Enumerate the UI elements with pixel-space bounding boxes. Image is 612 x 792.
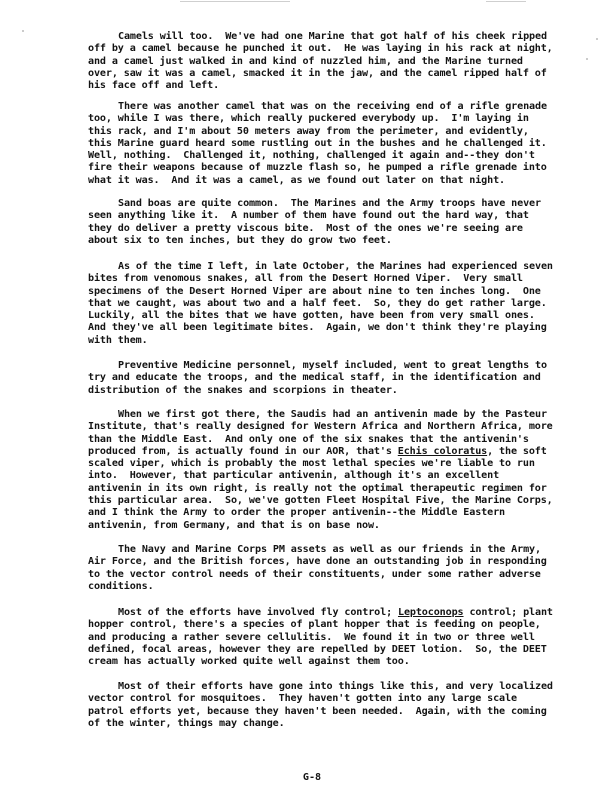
text-line: Institute, that's really designed for Western Africa and Northern Africa, more <box>88 421 553 433</box>
text-line: they do deliver a pretty viscous bite. Most of the ones we're seeing are <box>88 222 523 234</box>
text-line: and I think the Army to order the proper antivenin--the Middle Eastern <box>88 507 505 519</box>
paragraph-sand-boas <box>88 198 588 247</box>
text-line: Preventive Medicine personnel, myself included, went to great lengths to <box>118 360 547 371</box>
text-line: to the vector control needs of their constituents, under some rather adverse <box>88 568 541 580</box>
text-line: When we first got there, the Saudis had an antivenin made by the Pasteur <box>118 409 547 420</box>
text-line: vector control for mosquitoes. They haven't gotten into any large scale <box>88 693 517 705</box>
text-line: bites from venomous snakes, all from the Desert Horned Viper. Very small <box>88 273 523 285</box>
text-line <box>88 607 588 619</box>
scan-artifact <box>486 1 526 2</box>
text-line <box>88 446 588 458</box>
text-line: try and educate the troops, and the medical staff, in the identification and <box>88 372 541 384</box>
text-line: Luckily, all the bites that we have gotten, have been from very small ones. <box>88 310 535 322</box>
text-line: As of the time I left, in late October, the Marines had experienced seven <box>118 261 553 272</box>
paragraph-fly-control <box>88 607 588 668</box>
text-line: conditions. <box>88 580 154 592</box>
scan-speck <box>596 38 598 40</box>
text-line: off by a camel because he punched it out. He was laying in his rack at night, <box>88 43 553 55</box>
text-line: this rack, and I'm about 50 meters away from the perimeter, and evidently, <box>88 125 529 137</box>
scan-artifact <box>180 1 290 2</box>
text-line: fire their weapons because of muzzle flash so, he pumped a rifle grenade into <box>88 162 547 174</box>
text-line: what it was. And it was a camel, as we found out later on that night. <box>88 174 505 186</box>
text-segment: , the soft <box>487 445 547 457</box>
text-segment: produced from, is actually found in our AOR, that's <box>88 445 398 457</box>
text-line: about six to ten inches, but they do grow two feet. <box>88 234 392 246</box>
paragraph-camel-cheek <box>88 31 588 92</box>
scan-speck <box>22 30 24 32</box>
text-line: Air Force, and the British forces, have done an outstanding job in responding <box>88 556 547 568</box>
text-line: patrol efforts yet, because they haven't been needed. Again, with the coming <box>88 705 547 717</box>
paragraph-pm-assets <box>88 544 588 593</box>
text-line: antivenin, from Germany, and that is on base now. <box>88 519 380 531</box>
text-line: hopper control, there's a species of plant hopper that is feeding on people, <box>88 619 541 631</box>
text-line: Most of their efforts have gone into things like this, and very localized <box>118 681 553 692</box>
paragraph-antivenin <box>88 409 588 532</box>
text-line: into. However, that particular antivenin, although it's an excellent <box>88 470 500 482</box>
text-line: cream has actually worked quite well against them too. <box>88 656 410 668</box>
page-number: G-8 <box>302 772 322 783</box>
text-line: of the winter, things may change. <box>88 717 285 729</box>
text-line: with them. <box>88 334 148 346</box>
text-line: antivenin in its own right, is really not the optimal therapeutic regimen for <box>88 482 547 494</box>
text-line: this Marine guard heard some rustling out in the bushes and he challenged it. <box>88 137 547 149</box>
text-line: and producing a rather severe cellulitis. We found it in two or three well <box>88 631 535 643</box>
text-line: scaled viper, which is probably the most lethal species we're liable to run <box>88 458 535 470</box>
text-line: And they've all been legitimate bites. Again, we don't think they're playing <box>88 322 547 334</box>
text-line: that we caught, was about two and a half feet. So, they do get rather large. <box>88 297 547 309</box>
text-line: over, saw it was a camel, smacked it in the jaw, and the camel ripped half of <box>88 67 547 79</box>
text-segment: Most of the efforts have involved fly control; <box>118 607 398 618</box>
species-name-underlined: Leptoconops <box>397 607 464 618</box>
text-line: this particular area. So, we've gotten Fleet Hospital Five, the Marine Corps, <box>88 495 553 507</box>
text-line: seen anything like it. A number of them have found out the hard way, that <box>88 210 529 222</box>
text-line: Sand boas are quite common. The Marines and the Army troops have never <box>118 198 541 209</box>
paragraph-preventive-medicine <box>88 360 588 397</box>
text-line: defined, focal areas, however they are repelled by DEET lotion. So, the DEET <box>88 643 547 655</box>
species-name-underlined: Echis coloratus <box>397 445 488 457</box>
text-line: There was another camel that was on the receiving end of a rifle grenade <box>118 101 547 112</box>
text-line: specimens of the Desert Horned Viper are about nine to ten inches long. One <box>88 285 541 297</box>
text-line: The Navy and Marine Corps PM assets as well as our friends in the Army, <box>118 544 541 555</box>
text-segment: control; plant <box>463 607 553 618</box>
text-line: Camels will too. We've had one Marine that got half of his cheek ripped <box>118 31 547 42</box>
text-line: and a camel just walked in and kind of nuzzled him, and the Marine turned <box>88 55 523 67</box>
text-line: too, while I was there, which really puckered everybody up. I'm laying in <box>88 113 529 125</box>
text-line: than the Middle East. And only one of the six snakes that the antivenin's <box>88 433 529 445</box>
text-line: his face off and left. <box>88 80 220 92</box>
paragraph-mosquito-control <box>88 681 588 730</box>
text-line: distribution of the snakes and scorpions in theater. <box>88 384 398 396</box>
paragraph-venomous-bites <box>88 261 588 347</box>
text-line: Well, nothing. Challenged it, nothing, challenged it again and--they don't <box>88 150 535 162</box>
paragraph-rifle-grenade <box>88 101 588 187</box>
